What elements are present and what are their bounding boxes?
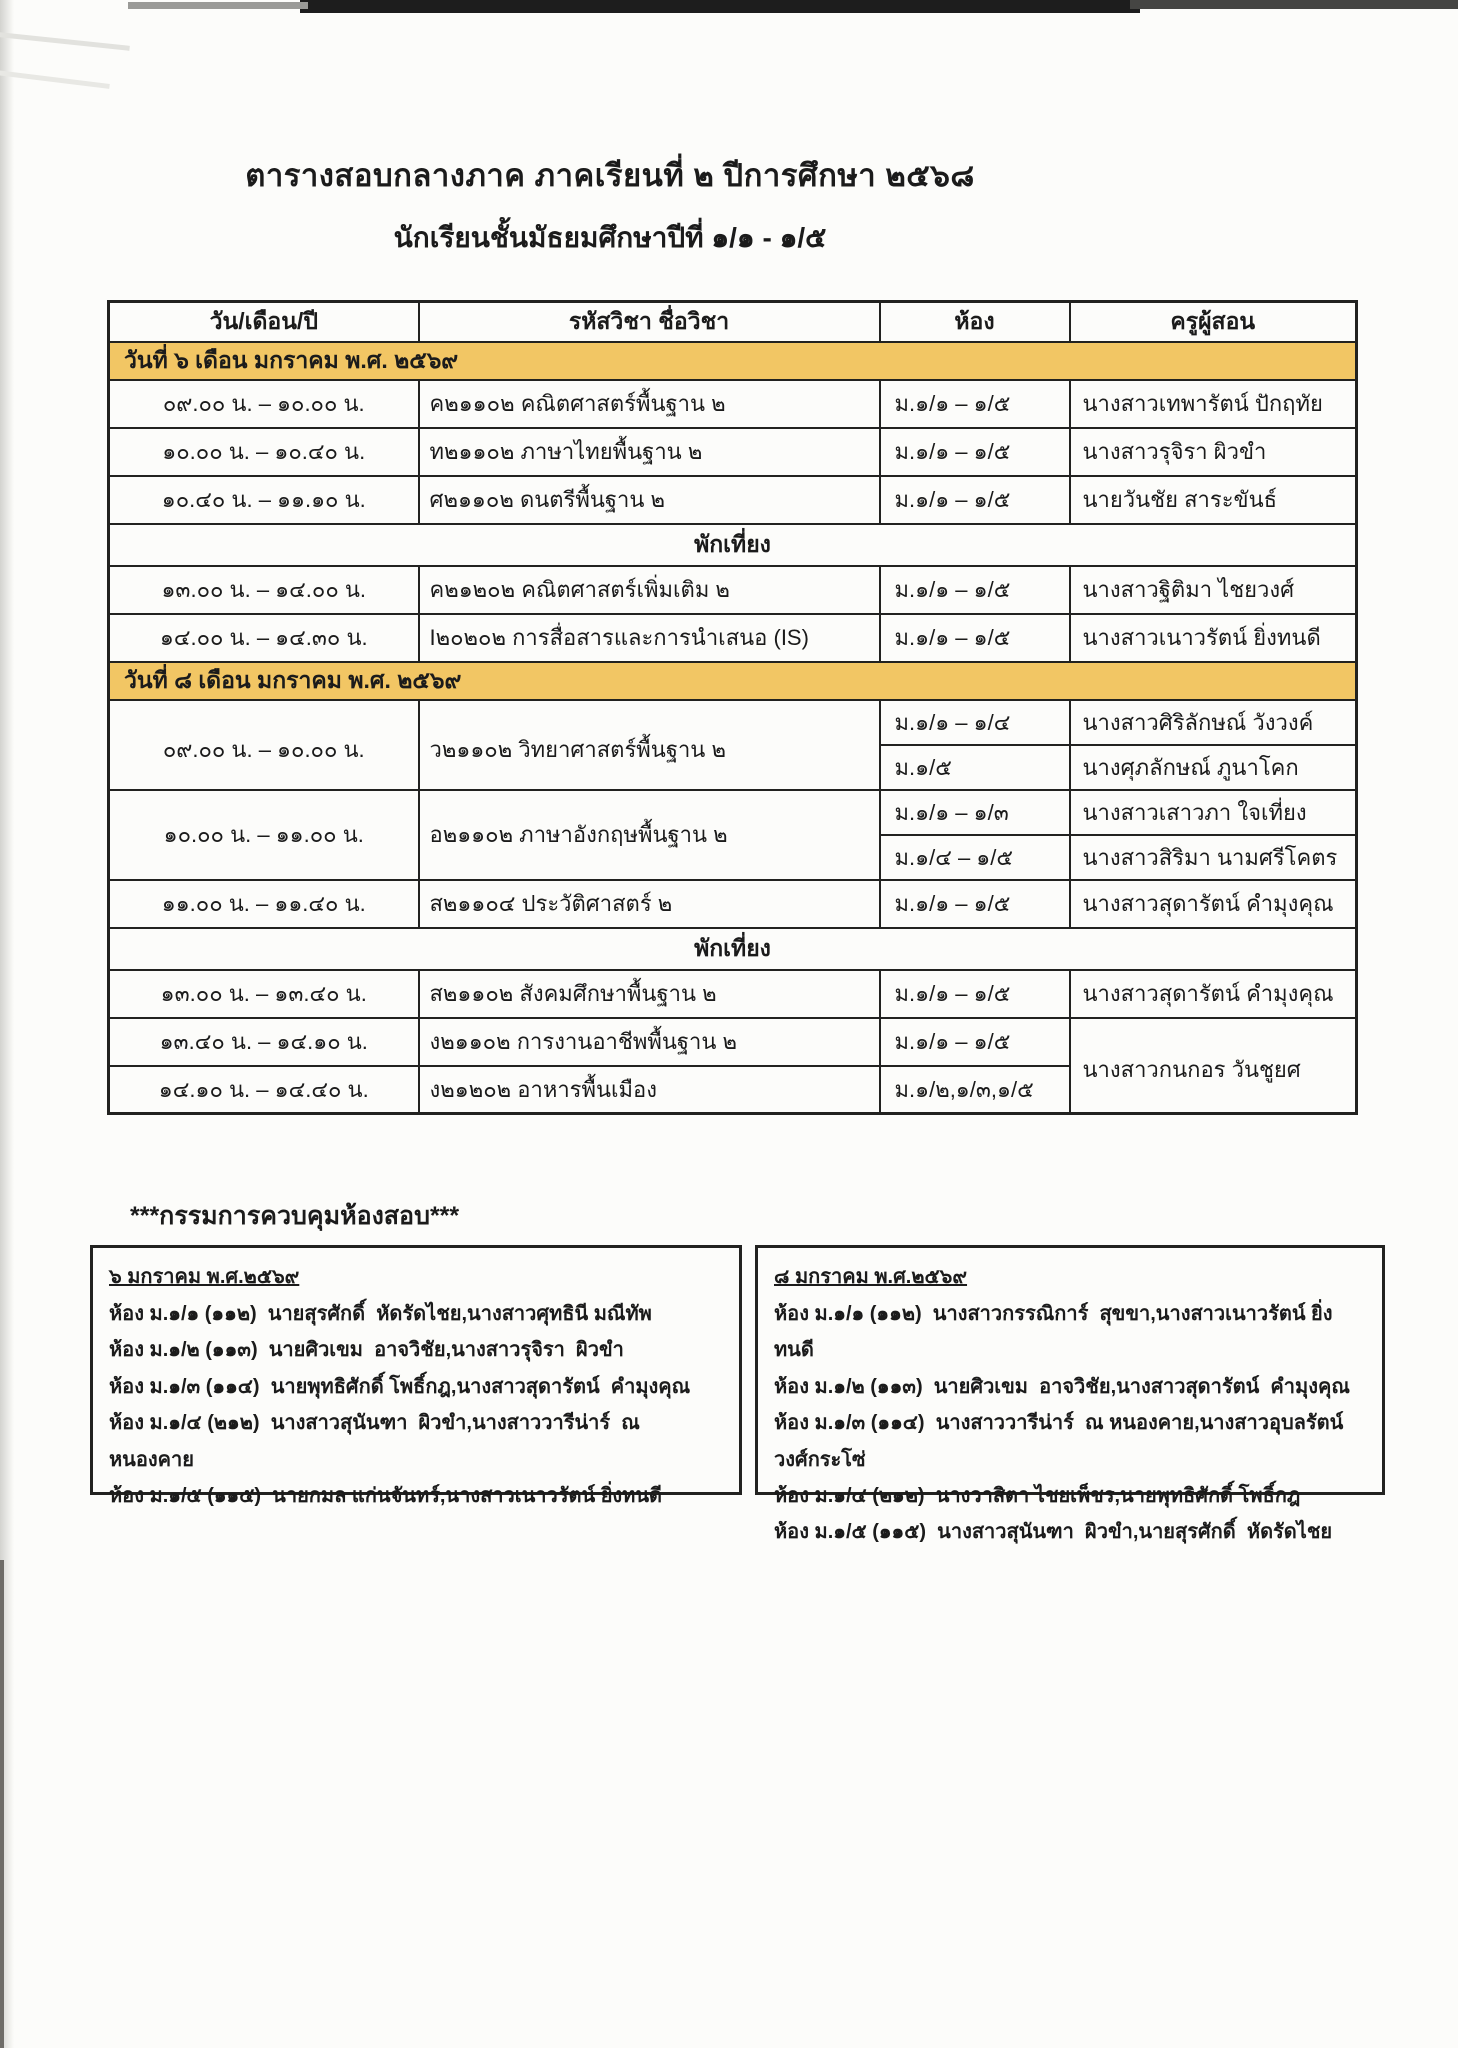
time-cell: ๑๓.๐๐ น. – ๑๓.๔๐ น. xyxy=(109,970,419,1018)
time-cell: ๑๔.๐๐ น. – ๑๔.๓๐ น. xyxy=(109,614,419,662)
committee-box-day1 xyxy=(90,1245,742,1507)
room-cell: ม.๑/๑ – ๑/๕ xyxy=(880,970,1070,1018)
teacher-cell: นางศุภลักษณ์ ภูนาโคก xyxy=(1070,745,1357,790)
table-row xyxy=(109,880,1357,928)
scan-artifact-paper-edge xyxy=(0,30,130,51)
lunch-row xyxy=(109,928,1357,970)
table-row xyxy=(109,380,1357,428)
document-header xyxy=(0,150,1220,260)
committee-line: ห้อง ม.๑/๒ (๑๑๓) นายศิวเขม อาจวิชัย,นางสาวสุดารัตน์ คำมุงคุณ xyxy=(774,1375,1350,1398)
column-header-teacher: ครูผู้สอน xyxy=(1070,302,1357,342)
time-cell: ๐๙.๐๐ น. – ๑๐.๐๐ น. xyxy=(109,700,419,790)
room-cell: ม.๑/๑ – ๑/๕ xyxy=(880,476,1070,524)
room-cell: ม.๑/๑ – ๑/๕ xyxy=(880,428,1070,476)
room-cell: ม.๑/๑ – ๑/๕ xyxy=(880,614,1070,662)
table-row-split xyxy=(109,700,1357,745)
day1-band-row xyxy=(109,342,1357,380)
teacher-cell: นางสาวกนกอร วันชูยศ xyxy=(1070,1018,1357,1114)
time-cell: ๑๐.๔๐ น. – ๑๑.๑๐ น. xyxy=(109,476,419,524)
room-cell: ม.๑/๒,๑/๓,๑/๕ xyxy=(880,1066,1070,1114)
committee-date: ๖ มกราคม พ.ศ.๒๕๖๙ xyxy=(109,1266,300,1288)
room-cell: ม.๑/๕ xyxy=(880,745,1070,790)
column-header-room: ห้อง xyxy=(880,302,1070,342)
committee-line: ห้อง ม.๑/๕ (๑๑๕) นายกมล แก่นจันทร์,นางสาวเนาวรัตน์ ยิ่งทนดี xyxy=(109,1484,663,1507)
teacher-cell: นางสาวเนาวรัตน์ ยิ่งทนดี xyxy=(1070,614,1357,662)
room-cell: ม.๑/๔ – ๑/๕ xyxy=(880,835,1070,880)
time-cell: ๑๐.๐๐ น. – ๑๑.๐๐ น. xyxy=(109,790,419,880)
table-row xyxy=(109,428,1357,476)
lunch-label: พักเที่ยง xyxy=(109,524,1357,566)
exam-schedule-table xyxy=(107,300,1358,1115)
column-header-date: วัน/เดือน/ปี xyxy=(109,302,419,342)
teacher-cell: นางสาวสุดารัตน์ คำมุงคุณ xyxy=(1070,970,1357,1018)
scan-artifact-bottom-edge xyxy=(0,1560,4,2048)
time-cell: ๑๔.๑๐ น. – ๑๔.๔๐ น. xyxy=(109,1066,419,1114)
day2-band-row xyxy=(109,662,1357,700)
subject-cell: ท๒๑๑๐๒ ภาษาไทยพื้นฐาน ๒ xyxy=(419,428,880,476)
room-cell: ม.๑/๑ – ๑/๓ xyxy=(880,790,1070,835)
scan-artifact-top-strip-gray xyxy=(128,2,308,9)
lunch-row xyxy=(109,524,1357,566)
table-row xyxy=(109,970,1357,1018)
subject-cell: ค๒๑๑๐๒ คณิตศาสตร์พื้นฐาน ๒ xyxy=(419,380,880,428)
committee-line: ห้อง ม.๑/๕ (๑๑๕) นางสาวสุนันฑา ผิวขำ,นายสุรศักดิ์ หัดรัดไชย xyxy=(774,1521,1333,1544)
teacher-cell: นางสาวเสาวภา ใจเที่ยง xyxy=(1070,790,1357,835)
committee-line: ห้อง ม.๑/๔ (๒๑๒) นางวาสิตา ไชยเพ็ชร,นายพุทธิศักดิ์ โพธิ์กฎ xyxy=(774,1484,1301,1507)
teacher-cell: นางสาวรุจิรา ผิวขำ xyxy=(1070,428,1357,476)
subject-cell: ง๒๑๑๐๒ การงานอาชีพพื้นฐาน ๒ xyxy=(419,1018,880,1066)
subject-cell: ง๒๑๒๐๒ อาหารพื้นเมือง xyxy=(419,1066,880,1114)
teacher-cell: นายวันชัย สาระขันธ์ xyxy=(1070,476,1357,524)
teacher-cell: นางสาวฐิติมา ไชยวงศ์ xyxy=(1070,566,1357,614)
table-header-row xyxy=(109,302,1357,342)
subject-cell: อ๒๑๑๐๒ ภาษาอังกฤษพื้นฐาน ๒ xyxy=(419,790,880,880)
committee-box-day2 xyxy=(755,1245,1385,1544)
time-cell: ๑๐.๐๐ น. – ๑๐.๔๐ น. xyxy=(109,428,419,476)
scan-artifact-top-strip xyxy=(300,0,1140,13)
subject-cell: ว๒๑๑๐๒ วิทยาศาสตร์พื้นฐาน ๒ xyxy=(419,700,880,790)
time-cell: ๑๓.๐๐ น. – ๑๔.๐๐ น. xyxy=(109,566,419,614)
page-subtitle: นักเรียนชั้นมัธยมศึกษาปีที่ ๑/๑ - ๑/๕ xyxy=(393,222,827,253)
teacher-cell: นางสาวสิริมา นามศรีโคตร xyxy=(1070,835,1357,880)
room-cell: ม.๑/๑ – ๑/๕ xyxy=(880,380,1070,428)
room-cell: ม.๑/๑ – ๑/๕ xyxy=(880,566,1070,614)
column-header-subject: รหัสวิชา ชื่อวิชา xyxy=(419,302,880,342)
page-title: ตารางสอบกลางภาค ภาคเรียนที่ ๒ ปีการศึกษา ๒๕๖๘ xyxy=(245,158,975,193)
teacher-cell: นางสาวศิริลักษณ์ วังวงค์ xyxy=(1070,700,1357,745)
day-band: วันที่ ๘ เดือน มกราคม พ.ศ. ๒๕๖๙ xyxy=(109,662,1357,700)
table-row xyxy=(109,1018,1357,1066)
room-cell: ม.๑/๑ – ๑/๕ xyxy=(880,1018,1070,1066)
time-cell: ๐๙.๐๐ น. – ๑๐.๐๐ น. xyxy=(109,380,419,428)
time-cell: ๑๓.๔๐ น. – ๑๔.๑๐ น. xyxy=(109,1018,419,1066)
teacher-cell: นางสาวสุดารัตน์ คำมุงคุณ xyxy=(1070,880,1357,928)
committee-date: ๘ มกราคม พ.ศ.๒๕๖๙ xyxy=(774,1266,968,1288)
scan-artifact-paper-edge xyxy=(0,68,110,89)
committee-line: ห้อง ม.๑/๓ (๑๑๔) นางสาววารีน่าร์ ณ หนองคาย,นางสาวอุบลรัตน์ วงศ์กระโซ่ xyxy=(774,1412,1349,1471)
committee-line: ห้อง ม.๑/๔ (๒๑๒) นางสาวสุนันฑา ผิวขำ,นางสาววารีน่าร์ ณ หนองคาย xyxy=(109,1412,646,1471)
committee-line: ห้อง ม.๑/๒ (๑๑๓) นายศิวเขม อาจวิชัย,นางสาวรุจิรา ผิวขำ xyxy=(109,1339,624,1362)
subject-cell: ค๒๑๒๐๒ คณิตศาสตร์เพิ่มเติม ๒ xyxy=(419,566,880,614)
table-row xyxy=(109,614,1357,662)
table-row xyxy=(109,566,1357,614)
committee-line: ห้อง ม.๑/๑ (๑๑๒) นายสุรศักดิ์ หัดรัดไชย,นางสาวศุทธินี มณีทัพ xyxy=(109,1303,652,1325)
teacher-cell: นางสาวเทพารัตน์ ปักฤทัย xyxy=(1070,380,1357,428)
scan-artifact-top-strip-right xyxy=(1130,0,1458,9)
committee-line: ห้อง ม.๑/๓ (๑๑๔) นายพุทธิศักดิ์ โพธิ์กฎ,นางสาวสุดารัตน์ คำมุงคุณ xyxy=(109,1375,691,1398)
lunch-label: พักเที่ยง xyxy=(109,928,1357,970)
subject-cell: ส๒๑๑๐๒ สังคมศึกษาพื้นฐาน ๒ xyxy=(419,970,880,1018)
table-row xyxy=(109,476,1357,524)
day-band: วันที่ ๖ เดือน มกราคม พ.ศ. ๒๕๖๙ xyxy=(109,342,1357,380)
committee-title: ***กรรมการควบคุมห้องสอบ*** xyxy=(130,1202,460,1230)
table-row-split xyxy=(109,790,1357,835)
room-cell: ม.๑/๑ – ๑/๕ xyxy=(880,880,1070,928)
subject-cell: ส๒๑๑๐๔ ประวัติศาสตร์ ๒ xyxy=(419,880,880,928)
room-cell: ม.๑/๑ – ๑/๔ xyxy=(880,700,1070,745)
subject-cell: I๒๐๒๐๒ การสื่อสารและการนำเสนอ (IS) xyxy=(419,614,880,662)
committee-line: ห้อง ม.๑/๑ (๑๑๒) นางสาวกรรณิการ์ สุขขา,นางสาวเนาวรัตน์ ยิ่งทนดี xyxy=(774,1303,1333,1362)
subject-cell: ศ๒๑๑๐๒ ดนตรีพื้นฐาน ๒ xyxy=(419,476,880,524)
time-cell: ๑๑.๐๐ น. – ๑๑.๔๐ น. xyxy=(109,880,419,928)
